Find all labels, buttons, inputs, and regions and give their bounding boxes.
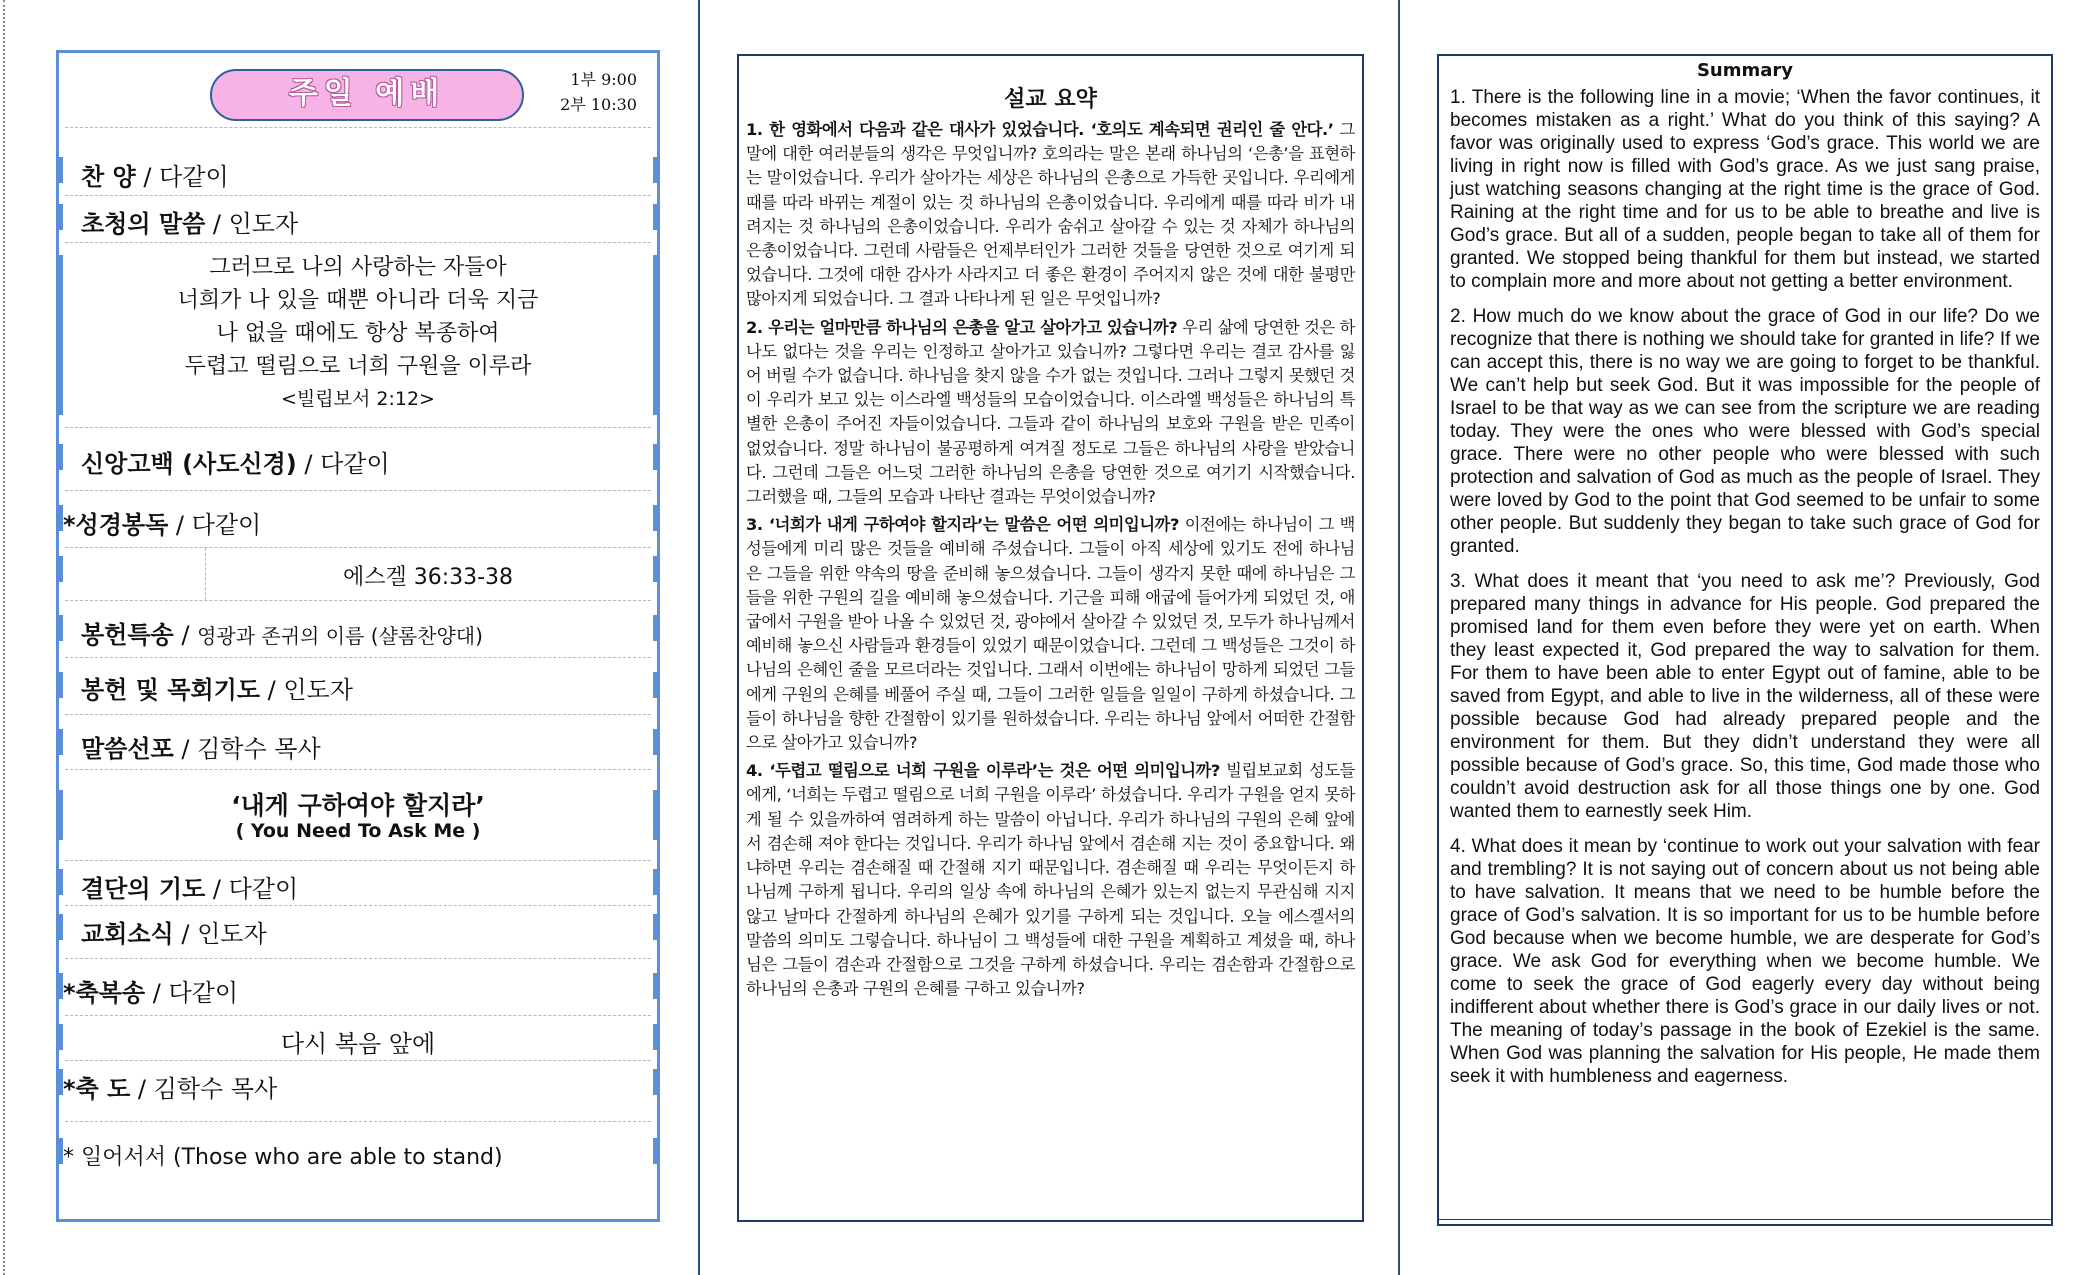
- item-offertory-special: [65, 601, 651, 658]
- item-invitation: [65, 196, 651, 243]
- scripture-passage: 에스겔 36:33-38: [342, 565, 514, 590]
- item-text: [81, 444, 390, 479]
- summary-paragraph: [746, 759, 1355, 1001]
- item-sep: /: [173, 735, 198, 763]
- row-marker: [59, 790, 63, 840]
- item-text: [81, 914, 267, 949]
- blessing-song-title-row: [65, 1016, 651, 1061]
- row-marker: [653, 615, 657, 641]
- item-detail: 다같이: [191, 511, 262, 539]
- header-row: [65, 59, 651, 128]
- invitation-verse-block: [65, 243, 651, 428]
- item-sermon: [65, 715, 651, 770]
- item-detail: 다같이: [168, 979, 239, 1007]
- summary-paragraph: 1. There is the following line in a movie; ‘When the favor continues, it becomes mistaken as a right.’ What do you think of this saying? A favor was originally used to express ‘God’s grace. This world we are living in right now is filled with God’s grace. As we just sang praise, just watching seasons changing at the right time is the grace of God. Raining at the right time and for us to be able to breathe and live is God’s grace. But all of a sudden, people began to take all of them for granted. We stopped being thankful for them but instead, we started to complain more and more about not getting a better environment.: [1450, 87, 2040, 292]
- stand-note: * 일어서서 (Those who are able to stand): [63, 1145, 503, 1170]
- paragraph-lead: 2. 우리는 얼마만큼 하나님의 은총을 알고 살아가고 있습니까?: [746, 317, 1178, 337]
- item-label: 결단의 기도: [81, 875, 206, 903]
- item-sep: /: [260, 676, 284, 704]
- item-label: 찬 양: [81, 163, 136, 191]
- row-marker: [653, 157, 657, 183]
- row-marker: [653, 204, 657, 230]
- english-sermon-summary-panel: [1437, 54, 2053, 1226]
- row-marker: [59, 615, 63, 641]
- item-sep: /: [130, 1075, 154, 1103]
- item-label: 신앙고백 (사도신경): [81, 450, 297, 478]
- row-marker: [59, 869, 63, 895]
- korean-summary-body: [746, 118, 1355, 1005]
- paragraph-lead: 3. ‘너희가 내게 구하여야 할지라’는 말씀은 어떤 의미입니까?: [746, 515, 1180, 535]
- paragraph-text: 빌립보교회 성도들에게, ‘너희는 두렵고 떨림으로 너희 구원을 이루라’ 하셨습니다. 우리가 구원을 얻지 못하게 될 수 있을까하여 염려하게 하는 말씀이 아닙니다. 우리가 하나님의 구원의 은혜 앞에서 겸손해 져야 한다는 것입니다. 우리가 하나님 앞에서 겸손해 지는 것이 중요합니다. 왜냐하면 우리는 겸손해질 때 간절해 지기 때문입니다. 겸손해질 때 우리는 무엇이든지 하나님께 구하게 됩니다. 우리의 일상 속에 하나님의 은혜가 있는지 없는지 무관심해 지지 않고 날마다 간절하게 하나님의 은혜가 있기를 구하게 되는 것입니다. 오늘 에스겔서의 말씀의 의미도 그렇습니다. 하나님이 그 백성들에 대한 구원을 계획하고 계셨을 때, 하나님은 그들이 겸손과 간절함으로 그것을 구하게 하셨습니다. 우리는 겸손함과 간절함으로 하나님의 은총과 구원의 은혜를 구하고 있습니까?: [746, 761, 1355, 999]
- item-creed: [65, 428, 651, 491]
- service-times: [560, 67, 637, 117]
- row-marker: [653, 556, 657, 582]
- row-marker: [653, 1024, 657, 1050]
- row-marker: [59, 157, 63, 183]
- item-label: 교회소식: [81, 920, 174, 948]
- summary-paragraph: [746, 316, 1355, 510]
- summary-paragraph: 4. What does it mean by ‘continue to work out your salvation with fear and trembling? It is not saying out of concern about us not being able to have salvation. It means that we need to be humble before the grace of God’s salvation. It is so important for us to be humble before God because when we become humble, we are desperate for God’s grace. We ask God for everything when we become humble. We come to seek the grace of God eagerly every day without being indifferent about whether there is God’s grace in our daily lives or not. The meaning of today’s passage in the book of Ezekiel is the same. When God was planning the salvation for His people, He made them seek it with humbleness and eagerness.: [1450, 836, 2040, 1087]
- item-benediction: [65, 1061, 651, 1122]
- service-title: 주일 예배: [210, 69, 524, 121]
- korean-sermon-summary-panel: [737, 54, 1364, 1222]
- item-praise: [65, 149, 651, 196]
- item-sep: /: [145, 979, 169, 1007]
- scripture-passage-row: [65, 548, 651, 601]
- verse-line: 너희가 나 있을 때뿐 아니라 더욱 지금: [177, 288, 539, 313]
- sermon-title-english: ( You Need To Ask Me ): [235, 820, 481, 842]
- item-blessing-song: [65, 959, 651, 1016]
- blessing-song-title: 다시 복음 앞에: [280, 1030, 436, 1058]
- item-label: *성경봉독: [63, 511, 169, 539]
- row-marker: [59, 204, 63, 230]
- item-label: 초청의 말씀: [81, 210, 206, 238]
- item-detail: 다같이: [228, 875, 299, 903]
- row-marker: [653, 729, 657, 755]
- item-label: *축복송: [63, 979, 146, 1007]
- row-marker: [653, 914, 657, 940]
- item-label: 봉헌 및 목회기도: [81, 676, 260, 704]
- item-sep: /: [205, 210, 229, 238]
- item-detail: 영광과 존귀의 이름 (샬롬찬양대): [197, 624, 483, 648]
- item-sep: /: [168, 511, 192, 539]
- row-marker: [59, 556, 63, 582]
- item-text: [81, 204, 298, 239]
- row-marker: [653, 1069, 657, 1095]
- fold-line-1: [698, 0, 700, 1275]
- item-detail: 인도자: [228, 210, 299, 238]
- item-offering-prayer: [65, 658, 651, 715]
- item-text: [81, 869, 298, 904]
- item-sep: /: [296, 450, 321, 478]
- verse-line: 나 없을 때에도 항상 복종하여: [216, 321, 500, 346]
- item-text: [81, 670, 353, 705]
- summary-paragraph: 3. What does it meant that ‘you need to ask me’? Previously, God prepared many things in advance for His people. God prepared the promised land for them even before they were yet on earth. When they least expected it, God prepared the way to salvation for them. For them to have been able to enter Egypt out of famine, able to be saved from Egypt, and able to live in the wilderness, all of these were possible because God had already prepared people and the environment for them. But they didn’t understand they were all possible because of God’s grace. So, this time, God made those who couldn’t avoid destruction ask for all those things one by one. God wanted them to earnestly seek Him.: [1450, 571, 2040, 822]
- item-detail: 다같이: [320, 450, 390, 478]
- item-decision-prayer: [65, 861, 651, 906]
- row-marker: [653, 1138, 657, 1164]
- row-marker: [59, 729, 63, 755]
- item-detail: 인도자: [197, 920, 267, 948]
- item-text: [63, 1069, 277, 1104]
- row-marker: [59, 914, 63, 940]
- item-detail: 다같이: [159, 163, 229, 191]
- item-sep: /: [173, 621, 198, 649]
- paragraph-text: 이전에는 하나님이 그 백성들에게 미리 많은 것들을 예비해 주셨습니다. 그들이 아직 세상에 있기도 전에 하나님은 그들을 위한 약속의 땅을 준비해 놓으셨습니다. 그들이 생각지 못한 때에 하나님은 그들을 위한 구원의 길을 예비해 놓으셨습니다. 기근을 피해 애굽에 들어가게 되었던 것, 애굽에서 구원을 받아 나올 수 있었던 것, 광야에서 살아갈 수 있었던 것, 모두가 하나님께서 예비해 놓으신 사람들과 환경들이 있었기 때문이었습니다. 그런데 그 백성들은 그것이 하나님의 은혜인 줄을 모르더라는 것입니다. 그래서 이번에는 하나님이 망하게 되었던 그들에게 구원의 은혜를 베풀어 주실 때, 그들이 그러한 일들을 일일이 구하게 하셨습니다. 그들이 하나님을 향한 간절함이 있기를 원하셨습니다. 우리는 하나님 앞에서 어떠한 간절함으로 살아가고 있습니까?: [746, 515, 1355, 753]
- row-marker: [653, 505, 657, 531]
- item-label: 봉헌특송: [81, 621, 174, 649]
- fold-line-2: [1398, 0, 1400, 1275]
- english-summary-title: Summary: [1696, 60, 1794, 81]
- korean-summary-title: 설교 요약: [1004, 87, 1097, 112]
- summary-paragraph: [746, 513, 1355, 755]
- item-text: [81, 729, 321, 764]
- row-marker: [59, 255, 63, 415]
- row-marker: [653, 255, 657, 415]
- stand-note-row: [65, 1122, 651, 1182]
- summary-paragraph: [746, 118, 1355, 312]
- paragraph-lead: 4. ‘두렵고 떨림으로 너희 구원을 이루라’는 것은 어떤 의미입니까?: [746, 761, 1220, 781]
- order-of-worship-panel: [56, 50, 660, 1222]
- item-text: [81, 157, 229, 192]
- verse-line: 그러므로 나의 사랑하는 자들아: [209, 255, 507, 280]
- invitation-verse: [65, 251, 651, 416]
- row-marker: [653, 869, 657, 895]
- item-detail: 김학수 목사: [197, 735, 321, 763]
- item-text: [63, 505, 261, 540]
- item-detail: 김학수 목사: [153, 1075, 278, 1103]
- item-text: [81, 615, 483, 650]
- paragraph-lead: 1. 한 영화에서 다음과 같은 대사가 있었습니다. ‘호의도 계속되면 권리인 줄 안다.’: [746, 120, 1334, 139]
- paragraph-text: 우리 삶에 당연한 것은 하나도 없다는 것을 우리는 인정하고 살아가고 있습니까? 그렇다면 우리는 결코 감사를 잃어 버릴 수가 없습니다. 하나님을 찾지 않을 수가 없는 것입니다. 그러나 그렇지 못했던 것이 우리가 보고 있는 이스라엘 백성들의 모습이었습니다. 이스라엘 백성들은 하나님의 특별한 은총이 주어진 자들이었습니다. 그들과 같이 하나님의 보호와 구원을 받은 민족이 없었습니다. 정말 하나님이 불공평하게 여겨질 정도로 그들은 하나님의 사랑을 받았습니다. 그런데 그들은 어느덧 그러한 하나님의 은총을 당연한 것으로 여기기 시작했습니다. 그러했을 때, 그들의 모습과 나타난 결과는 무엇이었습니까?: [746, 317, 1355, 507]
- item-label: *축 도: [63, 1075, 131, 1103]
- item-sep: /: [205, 875, 229, 903]
- row-marker: [59, 1024, 63, 1050]
- summary-paragraph: 2. How much do we know about the grace of God in our life? Do we recognize that there is nothing we should take for granted in life? If we can accept this, there is no way we are going to forget to be thankful. We can’t help but seek God. But it was impossible for the people of Israel to be that way as we can see from the scripture we are reading today. They were the ones who were blessed with God’s special grace. There were no other people who were blessed with such protection and salvation of God as much as the people of Israel. They were loved by God to the point that God seemed to be unfair to some other people. But suddenly they began to take such grace of God for granted.: [1450, 306, 2040, 557]
- item-text: [63, 973, 238, 1008]
- sermon-title: ‘내게 구하여야 할지라’: [231, 791, 485, 820]
- left-edge-dotted-line: [3, 0, 5, 1275]
- item-scripture-reading: [65, 491, 651, 548]
- item-church-news: [65, 906, 651, 959]
- item-sep: /: [135, 163, 160, 191]
- item-sep: /: [173, 920, 198, 948]
- time-second: 2부 10:30: [560, 95, 637, 114]
- row-marker: [59, 672, 63, 698]
- row-marker: [653, 973, 657, 999]
- verse-line: 두렵고 떨림으로 너희 구원을 이루라: [184, 354, 532, 379]
- english-summary-body: [1450, 86, 2040, 1100]
- time-first: 1부 9:00: [570, 70, 637, 89]
- row-marker: [653, 444, 657, 470]
- row-marker: [653, 790, 657, 840]
- row-marker: [653, 672, 657, 698]
- verse-reference: <빌립보서 2:12>: [281, 388, 435, 410]
- item-label: 말씀선포: [81, 735, 174, 763]
- item-detail: 인도자: [283, 676, 353, 704]
- sermon-title-block: [65, 770, 651, 861]
- paragraph-text: 그 말에 대한 여러분들의 생각은 무엇입니까? 호의라는 말은 본래 하나님의 ‘은총’을 표현하는 말이었습니다. 우리가 살아가는 세상은 하나님의 은총으로 가득한 곳입니다. 우리에게 때를 따라 바뀌는 계절이 있는 것 하나님의 은총이었습니다. 우리에게 때를 따라 비가 내려지는 것 하나님의 은총이었습니다. 우리가 숨쉬고 살아갈 수 있는 것 자체가 하나님의 은총이었습니다. 그런데 사람들은 언제부터인가 그러한 것들을 당연한 것으로 여기게 되었습니다. 그것에 대한 감사가 사라지고 더 좋은 환경이 주어지지 않은 것에 대한 불평만 많아지게 되었습니다. 그 결과 나타나게 된 일은 무엇입니까?: [746, 120, 1355, 309]
- row-marker: [59, 444, 63, 470]
